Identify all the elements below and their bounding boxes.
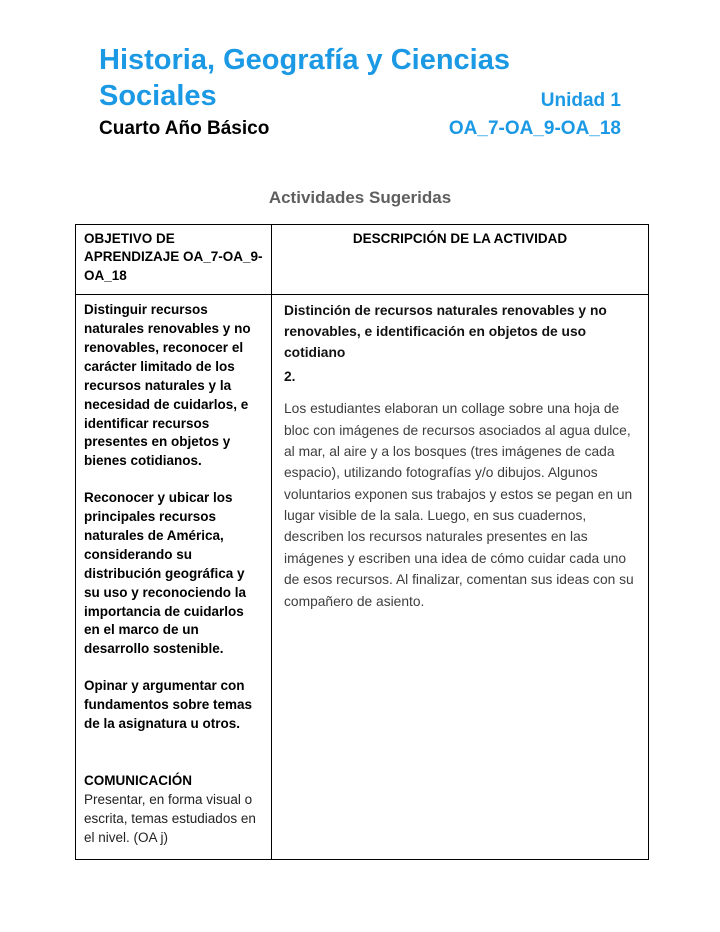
objective-paragraph-3: Opinar y argumentar con fundamentos sobre temas de la asignatura u otros. xyxy=(84,678,253,731)
activity-description: Los estudiantes elaboran un collage sobre una hoja de bloc con imágenes de recursos asociados al agua dulce, al mar, al aire y a los bosques (tres imágenes de cada espacio), utilizando fotografías y/o dibujos. Algunos voluntarios exponen sus trabajos y estos se pegan en un lugar visible de la sala. Luego, en sus cuadernos, describen los recursos naturales presentes en las imágenes y escriben una idea de cómo cuidar cada uno de esos recursos. Al finalizar, comentan sus ideas con su compañero de asiento. xyxy=(284,401,634,609)
objective-paragraph-1: Distinguir recursos naturales renovables y no renovables, reconocer el carácter limitado de los recursos naturales y la necesidad de cuidarlos, e identificar recursos presentes en objetos y bienes cotidianos. xyxy=(84,302,251,469)
title-row xyxy=(99,42,621,115)
document-header xyxy=(99,42,621,140)
section-title: Actividades Sugeridas xyxy=(268,187,452,207)
objective-paragraph-2: Reconocer y ubicar los principales recursos naturales de América, considerando su distribución geográfica y su uso y reconociendo la importancia de cuidarlos en el marco de un desarrollo sostenible. xyxy=(84,490,247,657)
grade-label: Cuarto Año Básico xyxy=(99,117,270,139)
oa-codes-label: OA_7-OA_9-OA_18 xyxy=(448,117,621,139)
unit-label: Unidad 1 xyxy=(540,89,621,111)
table-body-row xyxy=(76,295,649,860)
activity-title: Distinción de recursos naturales renovables y no renovables, e identificación en objetos de uso cotidiano xyxy=(284,303,607,360)
communication-text: Presentar, en forma visual o escrita, temas estudiados en el nivel. (OA j) xyxy=(84,791,256,845)
objective-cell xyxy=(76,295,272,860)
objective-column-header: OBJETIVO DE APRENDIZAJE OA_7-OA_9-OA_18 xyxy=(76,224,272,295)
subtitle-row xyxy=(99,118,621,140)
table-header-row xyxy=(76,224,649,295)
communication-heading: COMUNICACIÓN xyxy=(84,772,192,788)
activities-table xyxy=(75,224,649,861)
document-title: Historia, Geografía y Ciencias Sociales xyxy=(99,44,510,113)
activity-column-header: DESCRIPCIÓN DE LA ACTIVIDAD xyxy=(272,224,649,295)
activity-number: 2. xyxy=(284,369,296,385)
activity-cell xyxy=(272,295,649,860)
